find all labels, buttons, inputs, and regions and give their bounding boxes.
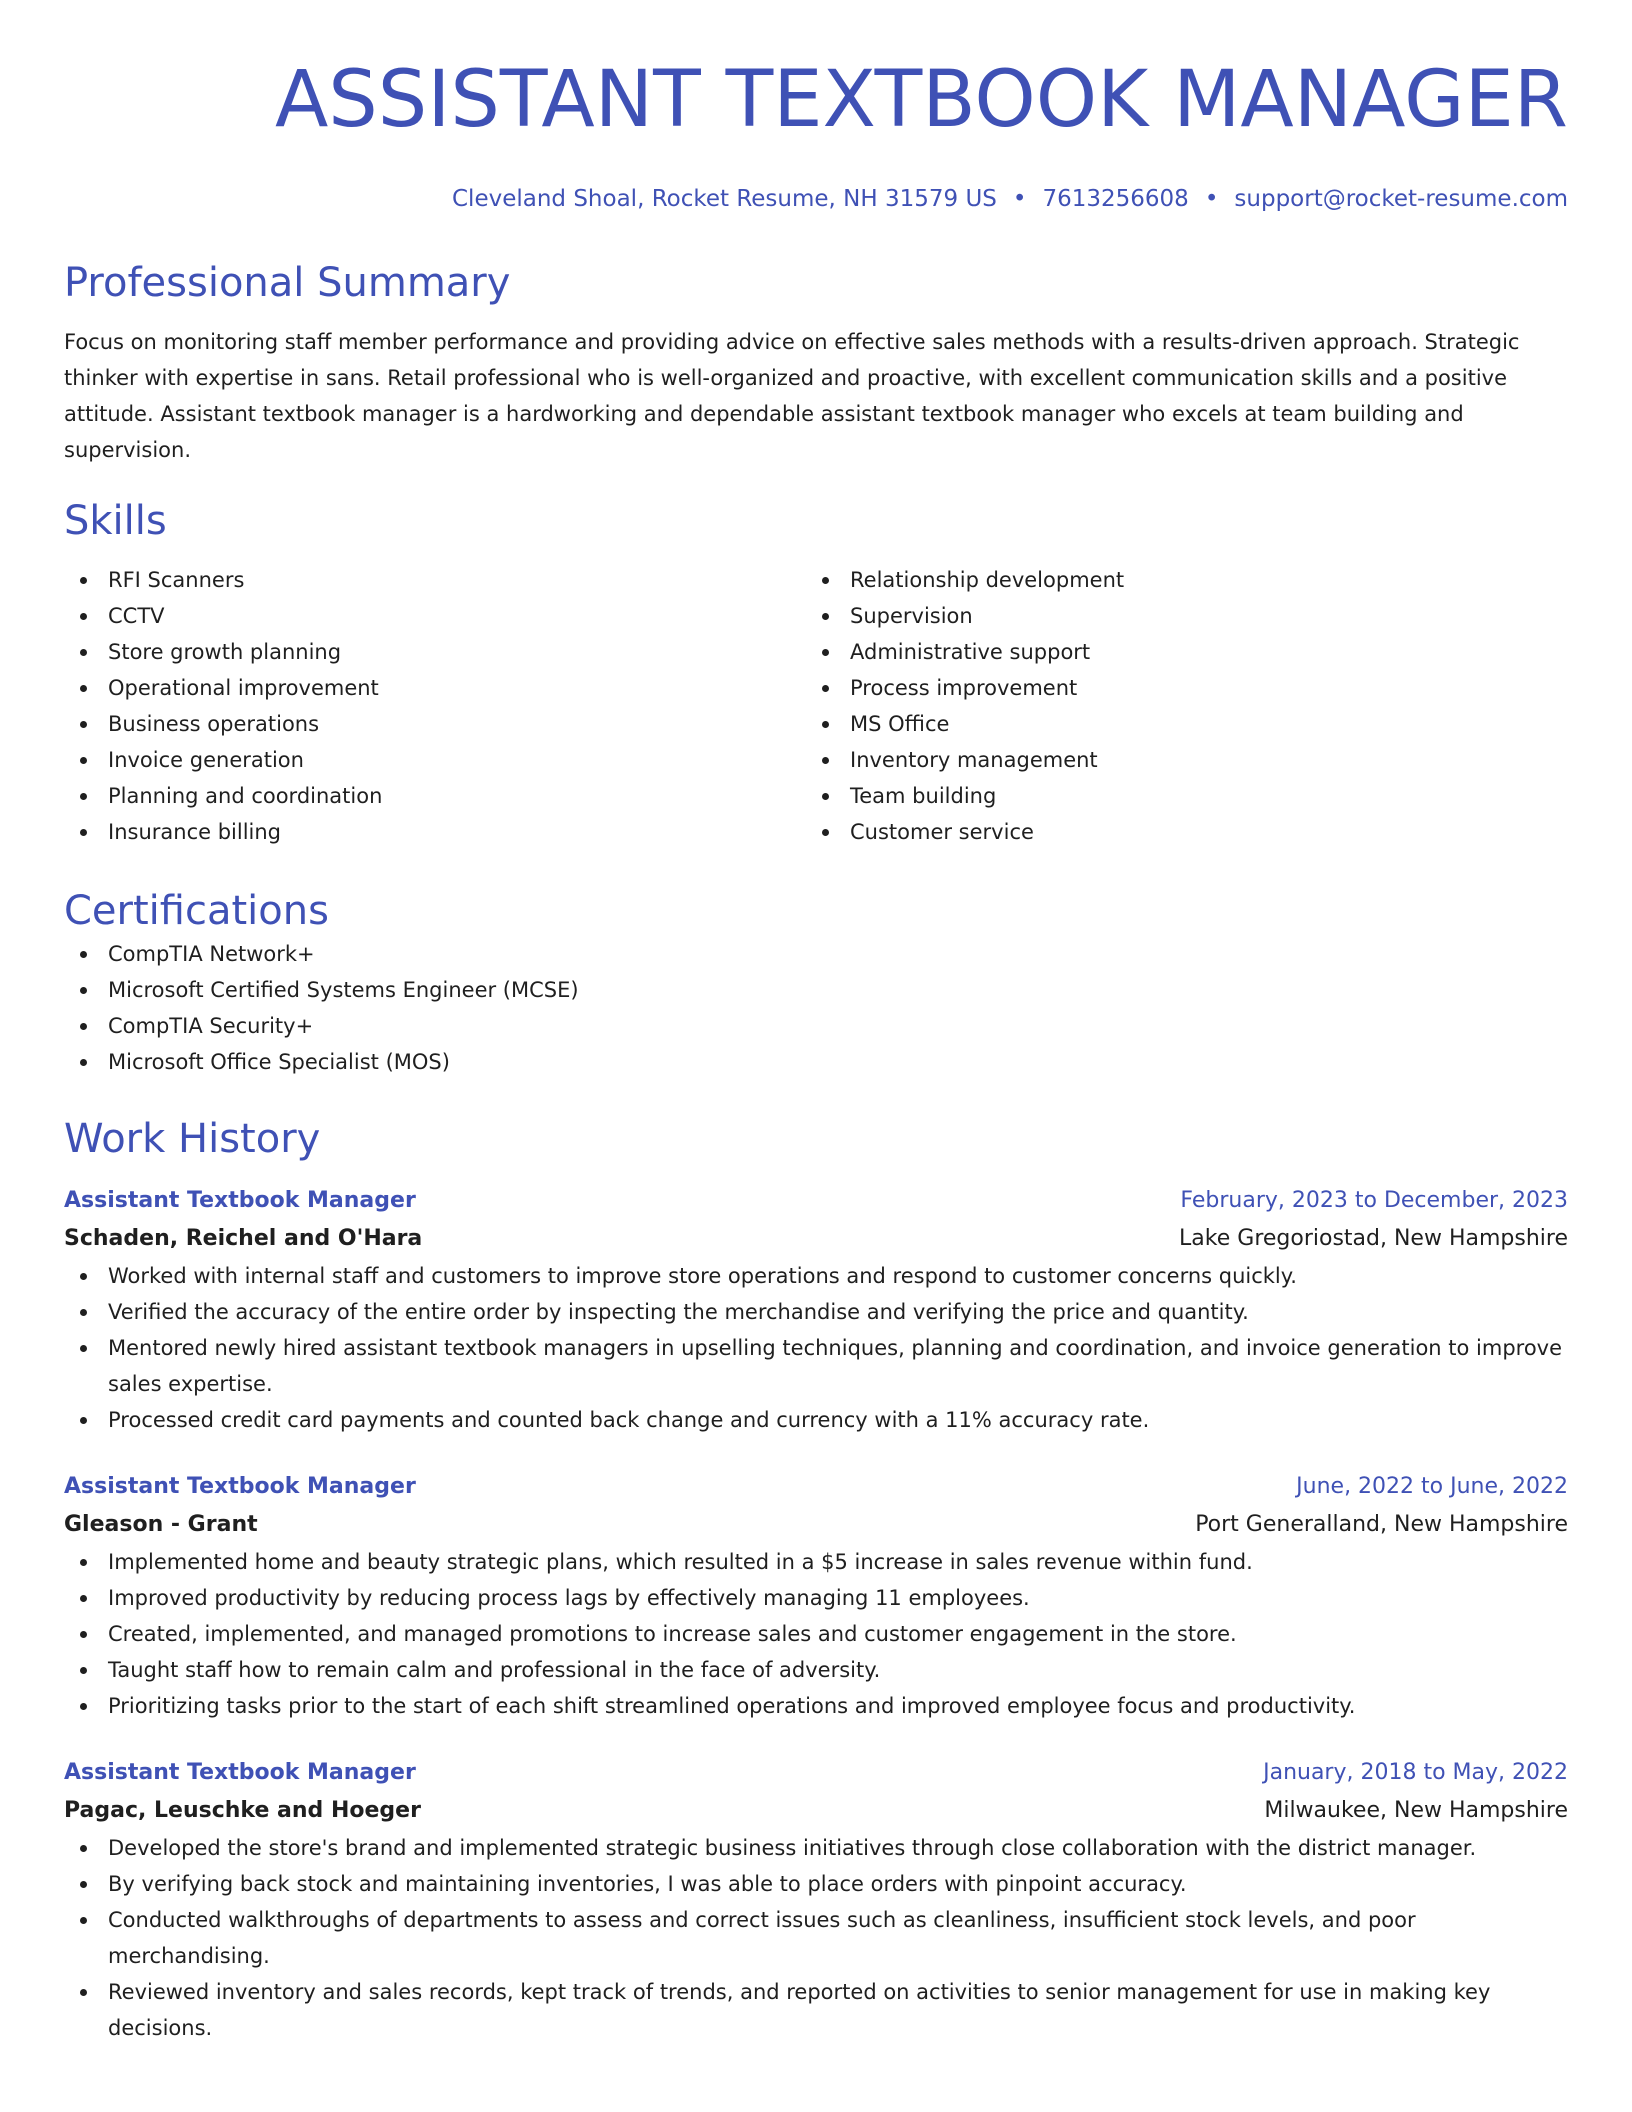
section-title-certifications: Certifications — [64, 888, 329, 934]
skill-item: Customer service — [806, 814, 1548, 850]
job-bullet: Reviewed inventory and sales records, kept track of trends, and reported on activities to senior management for use in making key decisions. — [64, 1974, 1568, 2046]
contact-line — [64, 184, 1568, 214]
job-bullets — [64, 1830, 1568, 2046]
section-title-work-history: Work History — [64, 1116, 321, 1162]
job-location: Port Generalland, New Hampshire — [1195, 1512, 1568, 1537]
phone: 7613256608 — [1042, 186, 1189, 212]
skill-item: Insurance billing — [64, 814, 806, 850]
job-dates: February, 2023 to December, 2023 — [1180, 1188, 1568, 1213]
job-entry — [64, 1754, 1568, 2046]
skill-item: Team building — [806, 778, 1548, 814]
certification-item: Microsoft Certified Systems Engineer (MCSE) — [64, 972, 1568, 1008]
job-company: Gleason - Grant — [64, 1512, 258, 1537]
job-company-row — [64, 1220, 1568, 1258]
contact-separator: • — [1204, 186, 1219, 212]
section-title-summary: Professional Summary — [64, 260, 511, 306]
resume-header — [64, 0, 1568, 214]
skill-item: Administrative support — [806, 634, 1548, 670]
skill-item: Invoice generation — [64, 742, 806, 778]
job-entry — [64, 1182, 1568, 1438]
job-bullet: Created, implemented, and managed promotions to increase sales and customer engagement in the store. — [64, 1616, 1568, 1652]
skills-column-right — [806, 562, 1548, 850]
skill-item: Operational improvement — [64, 670, 806, 706]
job-bullet: Worked with internal staff and customers to improve store operations and respond to customer concerns quickly. — [64, 1258, 1568, 1294]
resume-page — [64, 0, 1568, 2046]
skill-item: Inventory management — [806, 742, 1548, 778]
job-bullet: Mentored newly hired assistant textbook managers in upselling techniques, planning and coordination, and invoice generation to improve sales expertise. — [64, 1330, 1568, 1402]
job-dates: January, 2018 to May, 2022 — [1263, 1760, 1568, 1785]
job-dates: June, 2022 to June, 2022 — [1296, 1474, 1568, 1499]
job-bullet: Implemented home and beauty strategic plans, which resulted in a $5 increase in sales revenue within fund. — [64, 1544, 1568, 1580]
skills-grid — [64, 562, 1568, 850]
certification-item: CompTIA Network+ — [64, 936, 1568, 972]
job-company: Pagac, Leuschke and Hoeger — [64, 1798, 421, 1823]
job-title: Assistant Textbook Manager — [64, 1474, 416, 1499]
skill-item: CCTV — [64, 598, 806, 634]
skill-item: RFI Scanners — [64, 562, 806, 598]
job-bullet: Conducted walkthroughs of departments to assess and correct issues such as cleanliness, insufficient stock levels, and poor merchandising. — [64, 1902, 1568, 1974]
skill-item: Relationship development — [806, 562, 1548, 598]
job-company: Schaden, Reichel and O'Hara — [64, 1226, 423, 1251]
skill-item: Planning and coordination — [64, 778, 806, 814]
contact-separator: • — [1012, 186, 1027, 212]
job-header-row — [64, 1468, 1568, 1506]
job-bullet: By verifying back stock and maintaining inventories, I was able to place orders with pinpoint accuracy. — [64, 1866, 1568, 1902]
job-bullets — [64, 1544, 1568, 1724]
certification-item: CompTIA Security+ — [64, 1008, 1568, 1044]
skill-item: MS Office — [806, 706, 1548, 742]
certifications-list — [64, 936, 1568, 1080]
job-bullet: Taught staff how to remain calm and professional in the face of adversity. — [64, 1652, 1568, 1688]
address: Cleveland Shoal, Rocket Resume, NH 31579 US — [452, 186, 997, 212]
job-header-row — [64, 1182, 1568, 1220]
job-bullet: Verified the accuracy of the entire order by inspecting the merchandise and verifying the price and quantity. — [64, 1294, 1568, 1330]
job-company-row — [64, 1792, 1568, 1830]
job-location: Lake Gregoriostad, New Hampshire — [1179, 1226, 1568, 1251]
skills-list-left — [64, 562, 806, 850]
skills-list-right — [806, 562, 1548, 850]
job-header-row — [64, 1754, 1568, 1792]
candidate-name: ASSISTANT TEXTBOOK MANAGER — [274, 55, 1568, 145]
job-title: Assistant Textbook Manager — [64, 1760, 416, 1785]
job-bullet: Developed the store's brand and implemented strategic business initiatives through close collaboration with the district manager. — [64, 1830, 1568, 1866]
job-title: Assistant Textbook Manager — [64, 1188, 416, 1213]
certification-item: Microsoft Office Specialist (MOS) — [64, 1044, 1568, 1080]
job-bullet: Processed credit card payments and counted back change and currency with a 11% accuracy rate. — [64, 1402, 1568, 1438]
skill-item: Business operations — [64, 706, 806, 742]
job-bullet: Improved productivity by reducing process lags by effectively managing 11 employees. — [64, 1580, 1568, 1616]
skills-column-left — [64, 562, 806, 850]
job-location: Milwaukee, New Hampshire — [1264, 1798, 1568, 1823]
job-entry — [64, 1468, 1568, 1724]
skill-item: Process improvement — [806, 670, 1548, 706]
job-company-row — [64, 1506, 1568, 1544]
job-bullet: Prioritizing tasks prior to the start of each shift streamlined operations and improved employee focus and productivity. — [64, 1688, 1568, 1724]
job-bullets — [64, 1258, 1568, 1438]
skill-item: Store growth planning — [64, 634, 806, 670]
email-link[interactable]: support@rocket-resume.com — [1234, 186, 1568, 212]
summary-text: Focus on monitoring staff member performance and providing advice on effective sales methods with a results-driven approach. Strategic thinker with expertise in sans. Retail professional who is well-organized and proactive, with excellent communication skills and a positive attitude. Assistant textbook manager is a hardworking and dependable assistant textbook manager who excels at team building and supervision. — [64, 330, 1520, 462]
skill-item: Supervision — [806, 598, 1548, 634]
section-title-skills: Skills — [64, 498, 167, 544]
